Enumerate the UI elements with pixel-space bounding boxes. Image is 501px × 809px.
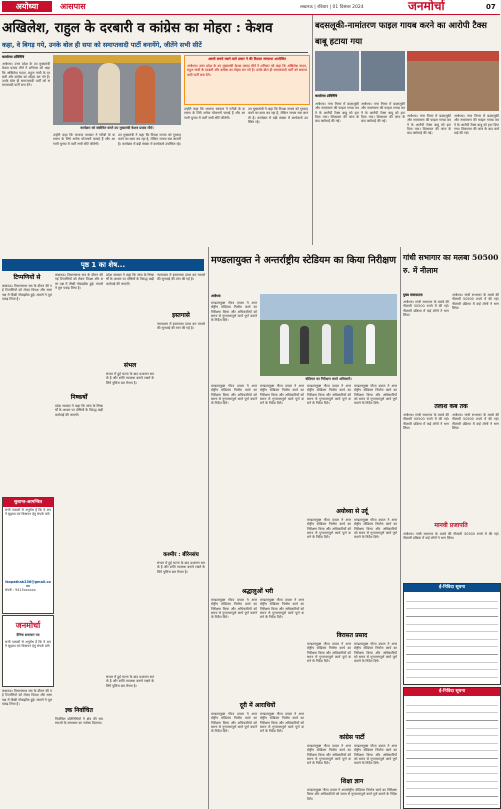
right-top-headline: बदसलूकी-नामांतरण फाइल गायब करने का आरोपी टैक्स बाबू हटाया गया (315, 20, 487, 46)
center-sub-shiksha: शिक्षा ज्ञान (340, 778, 364, 785)
center-body-col11: मण्डलायुक्त गौरव दयाल ने अन्तर्राष्ट्रीय स्टेडियम निर्माण कार्य का निरीक्षण किया और अधिकारियों को समय से गुणवत्तापूर्ण कार्य पूर्ण कराने के निर्देश दिये। (354, 642, 399, 664)
lead-body-col5: उप मुख्यमंत्री ने कहा कि विपक्ष जनता को गुमराह करने का काम कर रहा है, लेकिन जनता सब जानती है। कार्यक्रम में बड़ी संख्या में कार्यकर्ता उपस्थित रहे। (248, 107, 310, 124)
ad-title: सुशान्त-आमन्त्रित (3, 498, 53, 507)
gandhi-story (400, 247, 501, 809)
right-top-photo-2 (361, 51, 405, 91)
remaining-second-body: प्रदेश सरकार ने कहा कि जांच के निष्कर्षों के आधार पर दोषियों के विरुद्ध कड़ी कार्रवाई की जाएगी। (55, 404, 105, 417)
photo-figure-2 (98, 63, 120, 123)
center-byline: अयोध्या (211, 294, 221, 298)
building-roof (407, 51, 499, 61)
remaining-col3-body-2: संभल में हुई घटना के बाद प्रशासन सतर्क है और शांति व्यवस्था बनाये रखने के लिये पुलिस बल तैनात है। (106, 675, 156, 688)
center-body-col10: मण्डलायुक्त गौरव दयाल ने अन्तर्राष्ट्रीय स्टेडियम निर्माण कार्य का निरीक्षण किया और अधिकारियों को समय से गुणवत्तापूर्ण कार्य पूर्ण कराने के निर्देश दिये। (307, 642, 353, 664)
photo-person-5 (366, 324, 375, 364)
right-top-photo-3 (407, 51, 499, 111)
lead-highlight-box (184, 55, 310, 105)
center-photo (260, 294, 397, 376)
photo-banner (53, 55, 181, 63)
tender-notice-1 (403, 583, 501, 685)
right-top-byline: कार्यालय प्रतिनिधि (315, 94, 338, 98)
gandhi-body-col5: अयोध्या। गांधी सभागार के मलबे की नीलामी 50500 रुपये में की गई। नीलामी प्रक्रिया में कई लोगों ने भाग लिया। (403, 532, 501, 541)
center-body-col1: मण्डलायुक्त गौरव दयाल ने अन्तर्राष्ट्रीय स्टेडियम निर्माण कार्य का निरीक्षण किया और अधिकारियों को समय से गुणवत्तापूर्ण कार्य पूर्ण कराने के निर्देश दिये। (211, 301, 259, 323)
center-body-col13: मण्डलायुक्त गौरव दयाल ने अन्तर्राष्ट्रीय स्टेडियम निर्माण कार्य का निरीक्षण किया और अधिकारियों को समय से गुणवत्तापूर्ण कार्य पूर्ण कराने के निर्देश दिये। (260, 712, 306, 734)
right-top-photo-1 (315, 51, 359, 91)
lead-divider (2, 52, 308, 53)
ad-box (2, 497, 54, 614)
center-body-col6: मण्डलायुक्त गौरव दयाल ने अन्तर्राष्ट्रीय स्टेडियम निर्माण कार्य का निरीक्षण किया और अधिकारियों को समय से गुणवत्तापूर्ण कार्य पूर्ण कराने के निर्देश दिये। (307, 518, 353, 540)
center-headline: मण्डलायुक्त ने अन्तर्राष्ट्रीय स्टेडियम का किया निरीक्षण (211, 255, 397, 266)
right-top-body-3: अयोध्या। नगर निगम में बदसलूकी और नामांतरण की फाइल गायब करने के आरोपी टैक्स बाबू को हटा दिया गया। शिकायत की जांच के बाद कार्रवाई की गई। (407, 114, 453, 136)
remaining-third-body: संभल में हुई घटना के बाद प्रशासन सतर्क है और शांति व्यवस्था बनाये रखने के लिये पुलिस बल तैनात है। (106, 372, 156, 385)
center-story (208, 247, 399, 809)
center-sub-shraddhalu: श्रद्धालुओं भरी (241, 588, 274, 595)
remaining-sixth-head: ज्ञ्क निर्वाचित (65, 707, 93, 714)
photo-figure-1 (63, 67, 83, 122)
gandhi-body-col4: अयोध्या। गांधी सभागार के मलबे की नीलामी 50500 रुपये में की गई। नीलामी प्रक्रिया में कई लोगों ने भाग लिया। (452, 413, 501, 430)
center-body-col14: मण्डलायुक्त गौरव दयाल ने अन्तर्राष्ट्रीय स्टेडियम निर्माण कार्य का निरीक्षण किया और अधिकारियों को समय से गुणवत्तापूर्ण कार्य पूर्ण कराने के निर्देश दिये। (307, 744, 353, 766)
remaining-fifth-head: कश्मीर : बीरेनसंघ (163, 552, 199, 558)
photo-figure-3 (135, 65, 155, 123)
center-body-col7: मण्डलायुक्त गौरव दयाल ने अन्तर्राष्ट्रीय स्टेडियम निर्माण कार्य का निरीक्षण किया और अधिकारियों को समय से गुणवत्तापूर्ण कार्य पूर्ण कराने के निर्देश दिये। (354, 518, 399, 540)
photo-person-4 (344, 325, 353, 364)
remaining-third-head: संभल (123, 362, 137, 369)
section-tag-ayodhya: अयोध्या (2, 1, 52, 12)
remaining-first-body: लखनऊ। विधानसभा सत्र के दौरान की गई टिप्पणियों को लेकर विपक्ष और सत्ता पक्ष में तीखी नोकझोंक हुई। मामले ने तूल पकड़ लिया है। (2, 284, 54, 301)
photo-sky (260, 294, 397, 320)
center-sub-doori: दूरी में आराधियों (239, 702, 276, 709)
gandhi-body-col3: अयोध्या। गांधी सभागार के मलबे की नीलामी 50500 रुपये में की गई। नीलामी प्रक्रिया में कई लोगों ने भाग लिया। (403, 413, 451, 430)
photo-person-2 (300, 326, 309, 364)
center-body-col5: मण्डलायुक्त गौरव दयाल ने अन्तर्राष्ट्रीय स्टेडियम निर्माण कार्य का निरीक्षण किया और अधिकारियों को समय से गुणवत्तापूर्ण कार्य पूर्ण कराने के निर्देश दिये। (354, 384, 399, 406)
lead-body-col3: उप मुख्यमंत्री ने कहा कि विपक्ष जनता को गुमराह करने का काम कर रहा है, लेकिन जनता सब जानती है। कार्यक्रम में बड़ी संख्या में कार्यकर्ता उपस्थित रहे। (118, 133, 183, 146)
photo-person-1 (280, 324, 289, 364)
right-top-body-4: अयोध्या। नगर निगम में बदसलूकी और नामांतरण की फाइल गायब करने के आरोपी टैक्स बाबू को हटा दिया गया। शिकायत की जांच के बाद कार्रवाई की गई। (454, 114, 501, 136)
gandhi-byline: मुख्य संवाददाता (403, 293, 423, 297)
center-body-col8: मण्डलायुक्त गौरव दयाल ने अन्तर्राष्ट्रीय स्टेडियम निर्माण कार्य का निरीक्षण किया और अधिकारियों को समय से गुणवत्तापूर्ण कार्य पूर्ण कराने के निर्देश दिये। (211, 598, 259, 620)
gandhi-body-col1: अयोध्या। गांधी सभागार के मलबे की नीलामी 50500 रुपये में की गई। नीलामी प्रक्रिया में कई लोगों ने भाग लिया। (403, 300, 451, 317)
brand-sub: दैनिक समाचार पत्र (16, 633, 40, 637)
right-top-body-1: अयोध्या। नगर निगम में बदसलूकी और नामांतरण की फाइल गायब करने के आरोपी टैक्स बाबू को हटा दिया गया। शिकायत की जांच के बाद कार्रवाई की गई। (315, 102, 361, 124)
section-tag-aaspaas: आसपास (60, 2, 86, 11)
tender-notice-1-grid (406, 594, 498, 682)
lead-subheadline: कहा, वे बिगड़ गये, उनके बोल ही सपा को समाप्तवादी पार्टी बनायेंगे, जीतेंगे सभी सीटें (2, 41, 202, 49)
lead-story (0, 15, 310, 255)
right-top-body-2: अयोध्या। नगर निगम में बदसलूकी और नामांतरण की फाइल गायब करने के आरोपी टैक्स बाबू को हटा दिया गया। शिकायत की जांच के बाद कार्रवाई की गई। (361, 102, 407, 124)
tender-notice-2-grid (406, 698, 498, 806)
photo-person-3 (322, 324, 331, 364)
remaining-first-head: टिप्पणियों से (13, 274, 41, 281)
center-sub-ayodhya-urdu: अयोध्या से उर्दू (336, 508, 368, 515)
ad-email[interactable]: lkopathak236@gmail.com (5, 580, 51, 589)
remaining-sixth-body: निर्वाचित प्रतिनिधियों ने क्षेत्र की समस्याओं के समाधान का भरोसा दिलाया। (55, 717, 103, 726)
page-header (0, 0, 500, 15)
lead-photo-caption: कार्यक्रम को संबोधित करते उप मुख्यमंत्री केशव प्रसाद मौर्य। (80, 126, 154, 130)
brand-info: सभी पाठकों से अनुरोध है कि वे अपने सुझाव एवं विज्ञापन हेतु संपर्क करें। (5, 640, 51, 649)
remaining-first-body-2: लखनऊ। विधानसभा सत्र के दौरान की गई टिप्पणियों को लेकर विपक्ष और सत्ता पक्ष में तीखी नोकझोंक हुई। मामले ने तूल पकड़ लिया है। (2, 689, 54, 706)
tender-notice-2-title: ई-निविदा सूचना (404, 688, 500, 696)
center-photo-caption: स्टेडियम का निरीक्षण करते अधिकारी। (305, 377, 352, 381)
center-body-col9: मण्डलायुक्त गौरव दयाल ने अन्तर्राष्ट्रीय स्टेडियम निर्माण कार्य का निरीक्षण किया और अधिकारियों को समय से गुणवत्तापूर्ण कार्य पूर्ण कराने के निर्देश दिये। (260, 598, 306, 620)
center-body-col4: मण्डलायुक्त गौरव दयाल ने अन्तर्राष्ट्रीय स्टेडियम निर्माण कार्य का निरीक्षण किया और अधिकारियों को समय से गुणवत्तापूर्ण कार्य पूर्ण कराने के निर्देश दिये। (307, 384, 353, 406)
lead-headline: अखिलेश, राहुल के दरबारी व कांग्रेस का मोहरा : केशव (2, 20, 273, 36)
remaining-col3-body: प्रदेश सरकार ने कहा कि जांच के निष्कर्षों के आधार पर दोषियों के विरुद्ध कड़ी कार्रवाई की जाएगी। (106, 273, 156, 286)
gandhi-body-col2: अयोध्या। गांधी सभागार के मलबे की नीलामी 50500 रुपये में की गई। नीलामी प्रक्रिया में कई लोगों ने भाग लिया। (452, 293, 501, 310)
ad-body: सभी पाठकों से अनुरोध है कि वे अपने सुझाव एवं विज्ञापन हेतु संपर्क करें। (5, 508, 51, 517)
lead-byline: कार्यालय प्रतिनिधि (2, 55, 25, 59)
ad-contact: संपर्क : 9415xxxxxx (5, 588, 36, 592)
lead-body-col2: उन्होंने कहा कि भाजपा सरकार ने गरीबों के कल्याण के लिये अनेक योजनायें चलाई हैं और आगामी चुनाव में पार्टी सभी सीटें जीतेगी। (53, 133, 115, 146)
brand-block (2, 615, 54, 687)
tender-notice-2 (403, 687, 501, 809)
brand-logo: जनमोर्चा (15, 620, 41, 630)
remaining-fifth-body: संभल में हुई घटना के बाद प्रशासन सतर्क है और शांति व्यवस्था बनाये रखने के लिये पुलिस बल तैनात है। (157, 561, 207, 574)
tender-notice-1-title: ई-निविदा सूचना (404, 584, 500, 592)
gandhi-sub-talash: तलाश कब तक (434, 403, 468, 410)
remaining-second-head: निष्कर्षों (70, 394, 88, 401)
center-sub-virasat: विरासत प्रसाद (336, 632, 368, 639)
lead-body-col4: उन्होंने कहा कि भाजपा सरकार ने गरीबों के कल्याण के लिये अनेक योजनायें चलाई हैं और आगामी चुनाव में पार्टी सभी सीटें जीतेगी। (184, 107, 245, 120)
lead-highlight-body: अयोध्या। उत्तर प्रदेश के उप मुख्यमंत्री केशव प्रसाद मौर्य ने शनिवार को कहा कि अखिलेश यादव, राहुल गांधी के दरबारी और कांग्रेस का मोहरा बन गये हैं। उनके बोल ही समाजवादी पार्टी को समाप्तवादी पार्टी बना देंगे। (187, 64, 309, 77)
remaining-column (0, 257, 206, 809)
remaining-fourth-body: न्यायालय में इस्तगासा दायर कर मामले की सुनवाई की मांग की गई है। (157, 322, 207, 331)
center-body-col12: मण्डलायुक्त गौरव दयाल ने अन्तर्राष्ट्रीय स्टेडियम निर्माण कार्य का निरीक्षण किया और अधिकारियों को समय से गुणवत्तापूर्ण कार्य पूर्ण कराने के निर्देश दिये। (211, 712, 259, 734)
remaining-col4-body: न्यायालय में इस्तगासा दायर कर मामले की सुनवाई की मांग की गई है। (157, 273, 207, 282)
remaining-fourth-head: इस्तगासे (172, 312, 190, 319)
dateline: लखनऊ | रविवार | 01 दिसंबर 2024 (300, 5, 364, 10)
masthead-logo: जनमोर्चा (408, 0, 445, 13)
center-body-col3: मण्डलायुक्त गौरव दयाल ने अन्तर्राष्ट्रीय स्टेडियम निर्माण कार्य का निरीक्षण किया और अधिकारियों को समय से गुणवत्तापूर्ण कार्य पूर्ण कराने के निर्देश दिये। (260, 384, 306, 406)
gandhi-headline: गांधी सभागार का मलबा 50500 रु. में नीलाम (403, 253, 499, 275)
lead-body-col1: अयोध्या। उत्तर प्रदेश के उप मुख्यमंत्री केशव प्रसाद मौर्य ने शनिवार को कहा कि अखिलेश यादव, राहुल गांधी के दरबारी और कांग्रेस का मोहरा बन गये हैं। उनके बोल ही समाजवादी पार्टी को समाप्तवादी पार्टी बना देंगे। (2, 62, 52, 88)
center-body-col2: मण्डलायुक्त गौरव दयाल ने अन्तर्राष्ट्रीय स्टेडियम निर्माण कार्य का निरीक्षण किया और अधिकारियों को समय से गुणवत्तापूर्ण कार्य पूर्ण कराने के निर्देश दिये। (211, 384, 259, 406)
center-sub-congress: कांग्रेस पार्टी (339, 734, 365, 741)
page-number: 07 (486, 3, 496, 11)
lead-highlight-title: अवधी बनाये रखने वाले प्रकार ने की विशाल जनसभा आयोजित (208, 57, 286, 61)
remaining-col2-body: लखनऊ। विधानसभा सत्र के दौरान की गई टिप्पणियों को लेकर विपक्ष और सत्ता पक्ष में तीखी नोकझोंक हुई। मामले ने तूल पकड़ लिया है। (55, 273, 105, 290)
remaining-label: पृष्ठ 1 का शेष... (2, 259, 204, 271)
right-top-story (312, 15, 501, 245)
center-body-col16: मण्डलायुक्त गौरव दयाल ने अन्तर्राष्ट्रीय स्टेडियम निर्माण कार्य का निरीक्षण किया और अधिकारियों को समय से गुणवत्तापूर्ण कार्य पूर्ण कराने के निर्देश दिये। (354, 744, 399, 766)
lead-photo (53, 55, 181, 125)
center-body-col15: मण्डलायुक्त गौरव दयाल ने अन्तर्राष्ट्रीय स्टेडियम निर्माण कार्य का निरीक्षण किया और अधिकारियों को समय से गुणवत्तापूर्ण कार्य पूर्ण कराने के निर्देश दिये। (307, 788, 399, 801)
gandhi-sub-manvi: मानवी प्रजापति (434, 522, 468, 529)
